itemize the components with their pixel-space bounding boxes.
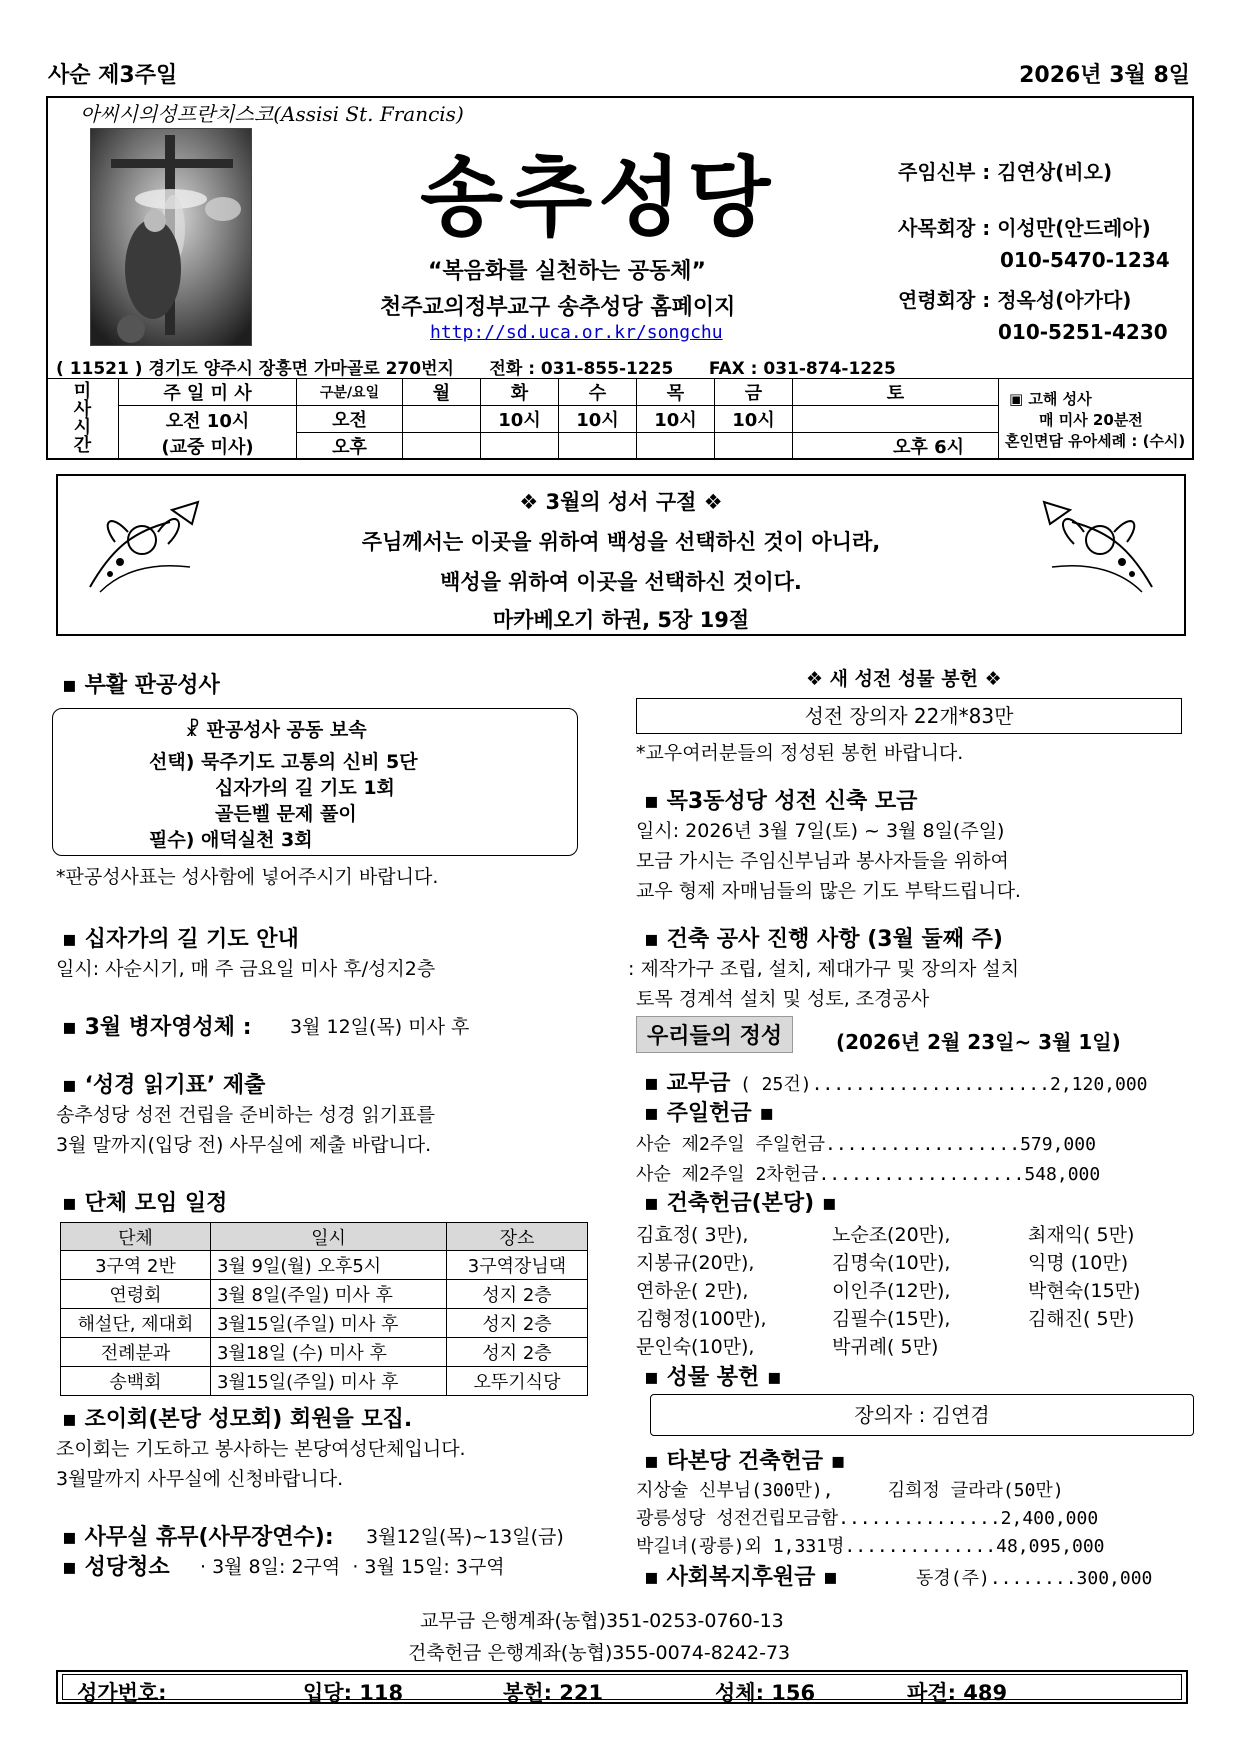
- list-item: 문인숙(10만), 박귀례( 5만): [636, 1336, 939, 1358]
- entrance-hymn: 입당: 118: [303, 1681, 404, 1705]
- table-row: 전례분과 3월18일 (수) 미사 후 성지 2층: [61, 1338, 588, 1367]
- stations-cross-text: 일시: 사순시기, 매 주 금요일 미사 후/성지2층: [56, 958, 436, 980]
- am-wed: 10시: [559, 406, 637, 433]
- address-line: ( 11521 ) 경기도 양주시 장흥면 가마골로 270번지 전화 : 031-855-1225 FAX : 031-874-1225: [56, 359, 896, 379]
- bulletin-date: 2026년 3월 8일: [1019, 63, 1190, 88]
- new-church-offering-heading: ❖ 새 성전 성물 봉헌 ❖: [806, 668, 1002, 690]
- table-row: 해설단, 제대회 3월15일(주일) 미사 후 성지 2층: [61, 1309, 588, 1338]
- sunday-mass-label: 주 일 미 사: [119, 379, 297, 406]
- day-mon: 월: [403, 379, 481, 406]
- building-bank-account: 건축헌금 은행계좌(농협)355-0074-8242-73: [408, 1642, 791, 1664]
- other-parish-fund-heading: ▪ 타본당 건축헌금 ▪: [644, 1449, 846, 1474]
- bible-reading-line: 3월 말까지(입당 전) 사무실에 제출 바랍니다.: [56, 1134, 432, 1156]
- mass-side-label: 미 사 시 간: [47, 379, 119, 460]
- day-fri: 금: [715, 379, 793, 406]
- list-item: 연하운( 2만), 이인주(12만), 박현숙(15만): [636, 1280, 1141, 1302]
- am-fri: 10시: [715, 406, 793, 433]
- day-tue: 화: [481, 379, 559, 406]
- verse-source: 마카베오기 하권, 5장 19절: [492, 608, 750, 632]
- saint-francis-image: [90, 128, 252, 346]
- office-closed-text: 3월12일(목)~13일(금): [366, 1526, 564, 1548]
- pm-fri: [715, 433, 793, 460]
- am-label: 오전: [297, 406, 403, 433]
- tithe-amount: ( 25건)......................2,120,000: [740, 1074, 1148, 1095]
- elder-council-chair: 연령회장 : 정옥성(아가다): [898, 288, 1132, 312]
- elder-chair-phone: 010-5251-4230: [998, 320, 1168, 344]
- am-tue: 10시: [481, 406, 559, 433]
- construction-progress-heading: ▪ 건축 공사 진행 사항 (3월 둘째 주): [644, 927, 1003, 952]
- bible-reading-line: 송추성당 성전 건립을 준비하는 성경 읽기표를: [56, 1104, 435, 1126]
- table-row: 연령회 3월 8일(주일) 미사 후 성지 2층: [61, 1280, 588, 1309]
- other-parish-line: 광릉성당 성전건립모금함...............2,400,000: [636, 1508, 1099, 1529]
- pew-offering-box: 성전 장의자 22개*83만: [636, 698, 1182, 734]
- office-closed-heading: ▪ 사무실 휴무(사무장연수):: [62, 1525, 334, 1550]
- mok3-fundraising-heading: ▪ 목3동성당 성전 신축 모금: [644, 789, 918, 814]
- sunday-collection-line: 사순 제2주일 주일헌금..................579,000: [636, 1134, 1096, 1155]
- building-donor-list: [636, 1220, 1196, 1360]
- group-meeting-table: [60, 1222, 588, 1396]
- group-meeting-heading: ▪ 단체 모임 일정: [62, 1191, 228, 1216]
- sick-communion-heading: ▪ 3월 병자영성체 :: [62, 1015, 252, 1040]
- sunday-collection-heading: ▪ 주일헌금 ▪: [644, 1101, 775, 1126]
- penance-line: 선택) 묵주기도 고통의 신비 5단: [149, 751, 418, 773]
- construction-line: 토목 경계석 설치 및 성토, 조경공사: [636, 988, 930, 1010]
- joi-recruit-heading: ▪ 조이회(본당 성모회) 회원을 모집.: [62, 1407, 413, 1432]
- week-label: 사순 제3주일: [48, 63, 178, 88]
- pastoral-chair-phone: 010-5470-1234: [1000, 248, 1170, 272]
- table-row: 송백회 3월15일(주일) 미사 후 오뚜기식당: [61, 1367, 588, 1396]
- pm-sat: 오후 6시: [793, 433, 999, 460]
- monthly-verse-box: [56, 474, 1186, 636]
- building-fund-heading: ▪ 건축헌금(본당) ▪: [644, 1191, 837, 1216]
- pastoral-council-chair: 사목회장 : 이성만(안드레아): [898, 216, 1151, 240]
- pm-thu: [637, 433, 715, 460]
- table-header: 일시: [211, 1223, 447, 1251]
- pm-tue: [481, 433, 559, 460]
- pastor: 주임신부 : 김연상(비오): [898, 160, 1113, 184]
- pew-offering-note: *교우여러분들의 정성된 봉헌 바랍니다.: [636, 742, 964, 764]
- church-name: 송추성당: [420, 148, 777, 248]
- mok3-line: 모금 가시는 주임신부님과 봉사자들을 위하여: [636, 850, 1009, 872]
- sick-communion-text: 3월 12일(목) 미사 후: [290, 1016, 470, 1038]
- list-item: 김효정( 3만), 노순조(20만), 최재익( 5만): [636, 1224, 1135, 1246]
- verse-line-1: 주님께서는 이곳을 위하여 백성을 선택하신 것이 아니라,: [361, 530, 881, 554]
- welfare-donation-heading: ▪ 사회복지후원금 ▪: [644, 1565, 838, 1590]
- hymn-number-bar: [56, 1670, 1188, 1704]
- mass-corner-label: 구분/요일: [297, 379, 403, 406]
- table-header: 단체: [61, 1223, 211, 1251]
- stations-cross-heading: ▪ 십자가의 길 기도 안내: [62, 927, 299, 952]
- offerings-label: 우리들의 정성: [636, 1016, 793, 1053]
- list-item: 김형정(100만), 김필수(15만), 김해진( 5만): [636, 1308, 1135, 1330]
- welfare-donation-amount: 동경(주)........300,000: [916, 1568, 1153, 1589]
- tithe-heading: ▪ 교무금: [644, 1071, 731, 1096]
- motto: “복음화를 실천하는 공동체”: [428, 259, 707, 284]
- diocese-homepage-title: 천주교의정부교구 송추성당 홈페이지: [380, 295, 736, 320]
- sacred-item-offering-heading: ▪ 성물 봉헌 ▪: [644, 1365, 782, 1390]
- bible-reading-heading: ▪ ‘성경 읽기표’ 제출: [62, 1073, 266, 1098]
- sunday-collection-line: 사순 제2주일 2차헌금...................548,000: [636, 1164, 1101, 1185]
- mass-schedule-table: [46, 378, 1194, 460]
- penance-note: *판공성사표는 성사함에 넣어주시기 바랍니다.: [56, 866, 439, 888]
- list-item: 지봉규(20만), 김명숙(10만), 익명 (10만): [636, 1252, 1129, 1274]
- day-wed: 수: [559, 379, 637, 406]
- am-thu: 10시: [637, 406, 715, 433]
- penance-line: 필수) 애덕실천 3회: [149, 829, 313, 851]
- other-parish-line: 지상술 신부님(300만), 김희정 글라라(50만): [636, 1480, 1064, 1501]
- joi-recruit-line: 조이회는 기도하고 봉사하는 본당여성단체입니다.: [56, 1438, 466, 1460]
- am-mon: [403, 406, 481, 433]
- mok3-line: 교우 형제 자매님들의 많은 기도 부탁드립니다.: [636, 880, 1021, 902]
- tithe-bank-account: 교무금 은행계좌(농협)351-0253-0760-13: [420, 1610, 784, 1632]
- pm-label: 오후: [297, 433, 403, 460]
- hymn-label: 성가번호:: [77, 1681, 167, 1705]
- church-cleaning-text: · 3월 8일: 2구역 · 3월 15일: 3구역: [200, 1556, 505, 1578]
- mok3-line: 일시: 2026년 3월 7일(토) ~ 3월 8일(주일): [636, 820, 1005, 842]
- saint-caption: 아씨시의성프란치스코(Assisi St. Francis): [80, 102, 464, 126]
- construction-line: : 제작가구 조립, 설치, 제대가구 및 장의자 설치: [628, 958, 1020, 980]
- penance-box: [52, 708, 578, 856]
- penance-title: ☧ 판공성사 공동 보속: [185, 719, 367, 741]
- pew-donor-box: 장의자 : 김연겸: [650, 1394, 1194, 1436]
- homepage-link[interactable]: http://sd.uca.or.kr/songchu: [430, 322, 723, 343]
- joi-recruit-line: 3월말까지 사무실에 신청바랍니다.: [56, 1468, 344, 1490]
- am-sat: [793, 406, 999, 433]
- communion-hymn: 성체: 156: [715, 1681, 816, 1705]
- penance-line: 십자가의 길 기도 1회: [215, 777, 395, 799]
- offerings-period: (2026년 2월 23일~ 3월 1일): [836, 1030, 1121, 1054]
- table-row: 3구역 2반 3월 9일(월) 오후5시 3구역장님댁: [61, 1251, 588, 1280]
- sunday-mass-time: 오전 10시 (교중 미사): [119, 406, 297, 460]
- pm-mon: [403, 433, 481, 460]
- confession-note: ▣ 고해 성사 매 미사 20분전 혼인면담 유아세례 : (수시): [999, 379, 1194, 460]
- other-parish-line: 박길녀(광릉)외 1,331명..............48,095,000: [636, 1536, 1105, 1557]
- easter-confession-heading: ▪ 부활 판공성사: [62, 673, 220, 698]
- table-header: 장소: [447, 1223, 588, 1251]
- day-sat: 토: [793, 379, 999, 406]
- church-cleaning-heading: ▪ 성당청소: [62, 1555, 170, 1580]
- offertory-hymn: 봉헌: 221: [503, 1681, 604, 1705]
- dismissal-hymn: 파견: 489: [907, 1681, 1008, 1705]
- pm-wed: [559, 433, 637, 460]
- verse-title: ❖ 3월의 성서 구절 ❖: [519, 490, 723, 514]
- penance-line: 골든벨 문제 풀이: [215, 803, 357, 825]
- verse-line-2: 백성을 위하여 이곳을 선택하신 것이다.: [440, 570, 802, 594]
- day-thu: 목: [637, 379, 715, 406]
